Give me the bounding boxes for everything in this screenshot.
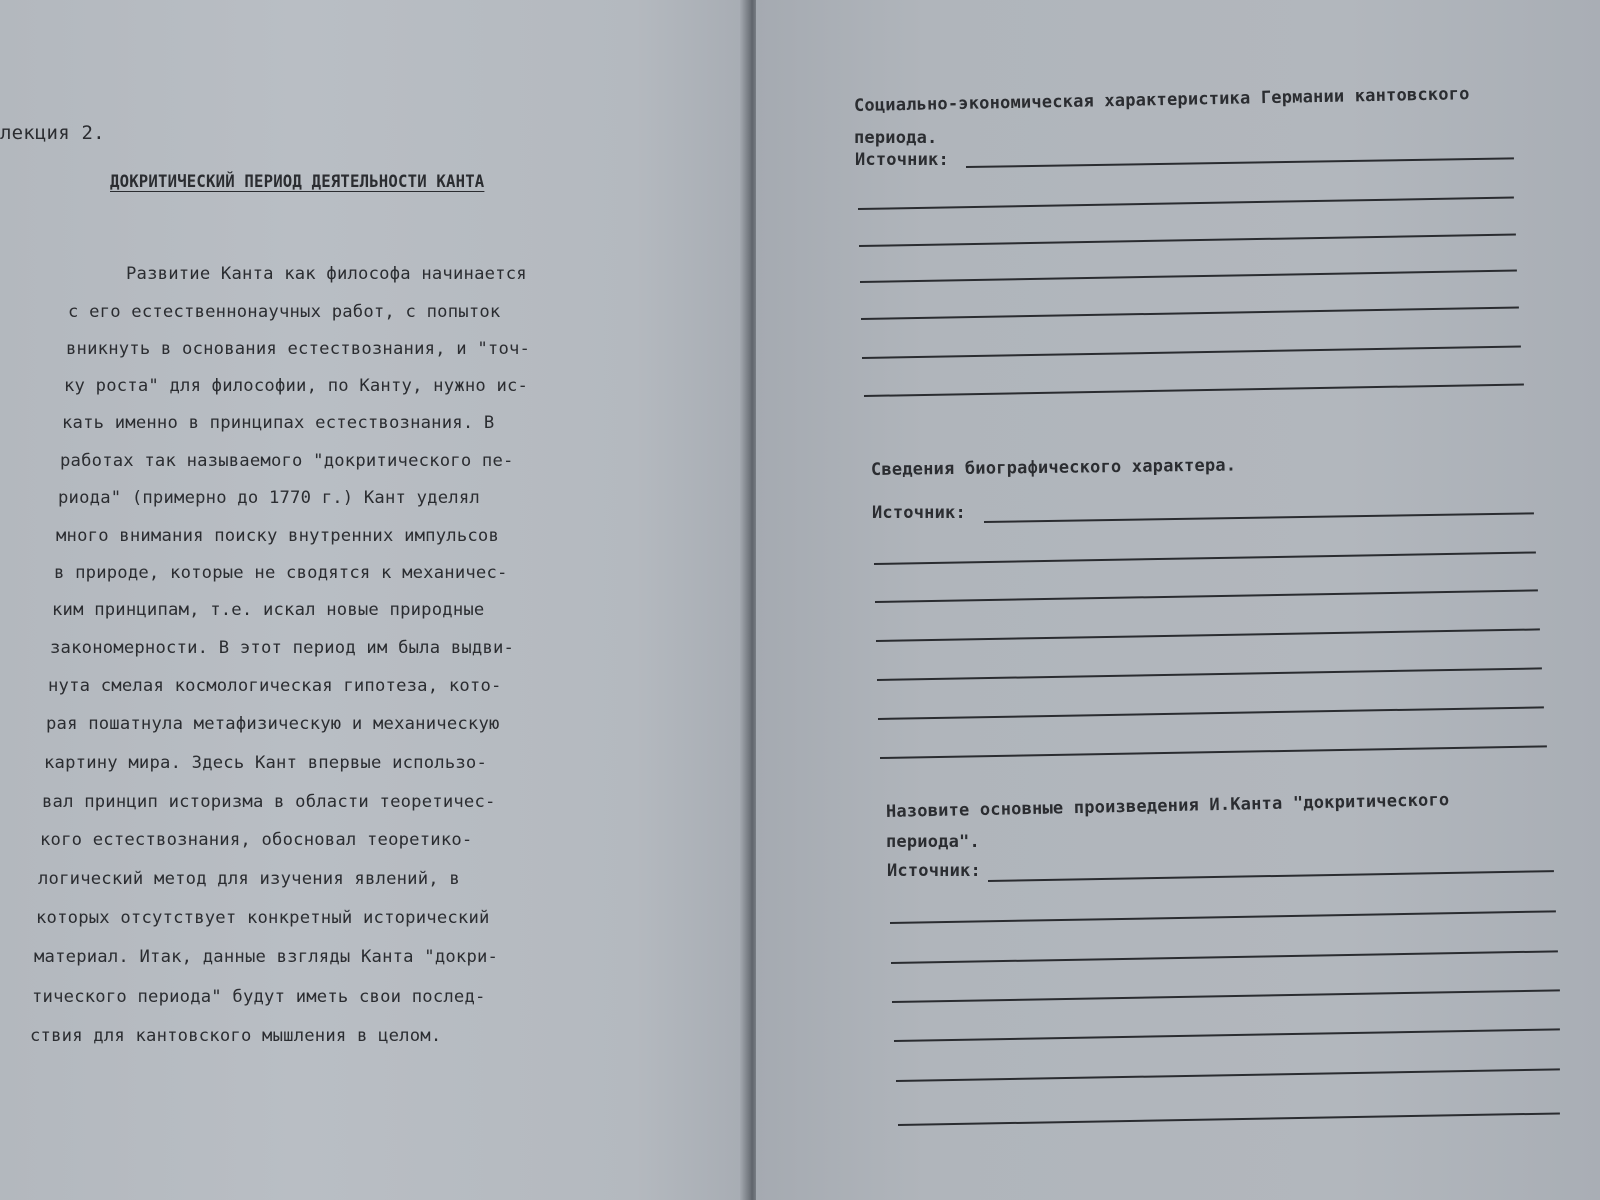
- body-line: кать именно в принципах естествознания. В: [62, 413, 495, 433]
- body-line: которых отсутствует конкретный исторический: [36, 908, 490, 928]
- answer-line: [862, 345, 1521, 359]
- left-page: [0, 0, 748, 1200]
- answer-line: [894, 1028, 1560, 1042]
- answer-line: [861, 307, 1519, 320]
- body-line: в природе, которые не сводятся к механичес-: [54, 563, 508, 583]
- lecture-label: лекция 2.: [0, 122, 105, 144]
- body-line: много внимания поиску внутренних импульсов: [56, 526, 500, 546]
- body-line: материал. Итак, данные взгляды Канта "докри-: [34, 947, 499, 967]
- body-line: логический метод для изучения явлений, в: [38, 869, 460, 889]
- answer-line: [891, 950, 1558, 964]
- answer-line: [864, 383, 1524, 397]
- source-label: Источник:: [887, 861, 981, 881]
- body-line: с его естественнонаучных работ, с попыток: [68, 302, 501, 322]
- answer-line: [880, 745, 1547, 759]
- answer-line: [874, 551, 1536, 565]
- body-line: работах так называемого "докритического пе-: [60, 451, 514, 471]
- body-line: ким принципам, т.е. искал новые природные: [52, 600, 485, 620]
- section-title: периода".: [886, 832, 980, 852]
- section-title: Социально-экономическая характеристика Германии кантовского: [853, 84, 1470, 116]
- body-line: закономерности. В этот период им была выдви-: [50, 638, 515, 658]
- answer-line: [966, 157, 1514, 168]
- answer-line: [875, 589, 1538, 603]
- answer-line: [876, 628, 1540, 642]
- answer-line: [898, 1112, 1560, 1126]
- right-page: [756, 0, 1600, 1200]
- section-title: Сведения биографического характера.: [870, 455, 1237, 480]
- body-line: кого естествознания, обосновал теоретико-: [40, 830, 473, 850]
- answer-line: [984, 512, 1534, 523]
- body-line: рая пошатнула метафизическую и механическую: [46, 714, 500, 734]
- section-title: периода.: [854, 128, 938, 148]
- answer-line: [878, 706, 1544, 720]
- body-line: нута смелая космологическая гипотеза, кото-: [48, 676, 502, 696]
- body-line: вал принцип историзма в области теоретичес-: [42, 792, 496, 812]
- body-line: вникнуть в основания естествознания, и "точ-: [66, 339, 531, 359]
- section-title: Назовите основные произведения И.Канта "докритического: [885, 790, 1450, 822]
- body-line: ствия для кантовского мышления в целом.: [30, 1026, 442, 1046]
- answer-line: [890, 910, 1556, 924]
- answer-line: [877, 667, 1542, 681]
- source-label: Источник:: [855, 150, 949, 170]
- body-line: риода" (примерно до 1770 г.) Кант уделял: [58, 488, 480, 508]
- answer-line: [860, 270, 1517, 283]
- source-label: Источник:: [872, 503, 966, 523]
- answer-line: [859, 234, 1516, 247]
- body-line: тического периода" будут иметь свои послед-: [32, 987, 486, 1007]
- answer-line: [896, 1068, 1560, 1082]
- answer-line: [858, 197, 1514, 210]
- answer-line: [892, 989, 1560, 1003]
- body-line: ку роста" для философии, по Канту, нужно ис-: [64, 376, 529, 396]
- body-line: картину мира. Здесь Кант впервые использо-: [44, 753, 488, 773]
- body-line: Развитие Канта как философа начинается: [126, 264, 527, 284]
- page-heading: ДОКРИТИЧЕСКИЙ ПЕРИОД ДЕЯТЕЛЬНОСТИ КАНТА: [110, 172, 485, 192]
- answer-line: [988, 870, 1554, 882]
